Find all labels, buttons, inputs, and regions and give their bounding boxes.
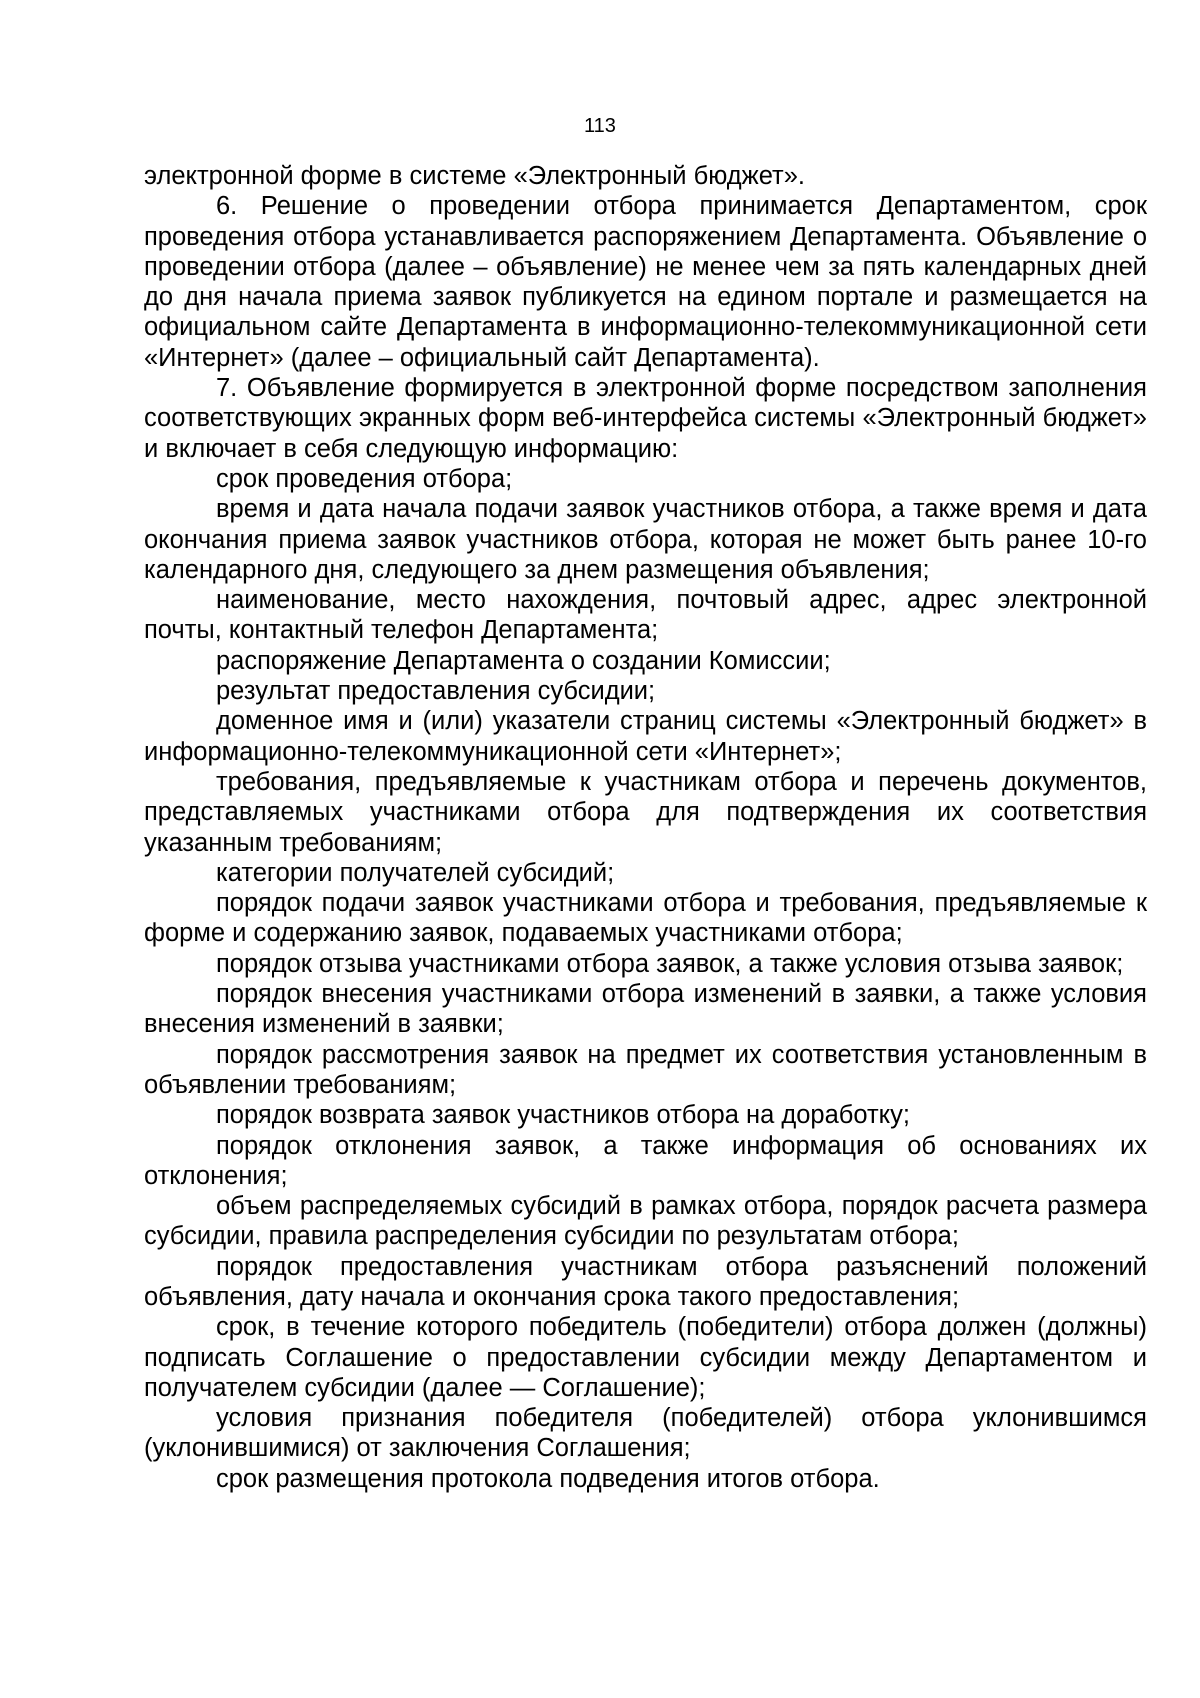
list-item: порядок отклонения заявок, а также информация об основаниях их отклонения; xyxy=(144,1131,1147,1190)
list-item: срок, в течение которого победитель (победители) отбора должен (должны) подписать Соглашение о предоставлении субсидии между Департаментом и получателем субсидии (далее — Соглашение); xyxy=(144,1313,1147,1402)
list-item: требования, предъявляемые к участникам отбора и перечень документов, представляемых участниками отбора для подтверждения их соответствия указанным требованиям; xyxy=(144,767,1147,857)
list-item: порядок отзыва участниками отбора заявок, а также условия отзыва заявок; xyxy=(216,949,1124,978)
paragraph-item-7: 7. Объявление формируется в электронной форме посредством заполнения соответствующих экранных форм веб-интерфейса системы «Электронный бюджет» и включает в себя следующую информацию: xyxy=(144,374,1147,463)
list-item: условия признания победителя (победителей) отбора уклонившимся (уклонившимися) от заключения Соглашения; xyxy=(144,1404,1147,1463)
list-item: порядок рассмотрения заявок на предмет их соответствия установленным в объявлении требованиям; xyxy=(144,1040,1147,1099)
list-item: время и дата начала подачи заявок участников отбора, а также время и дата окончания приема заявок участников отбора, которая не может быть ранее 10-го календарного дня, следующего за днем размещения объявления; xyxy=(144,495,1147,584)
list-item: доменное имя и (или) указатели страниц системы «Электронный бюджет» в информационно-телекоммуникационной сети «Интернет»; xyxy=(144,707,1147,766)
document-body xyxy=(144,161,1147,1494)
list-item: результат предоставления субсидии; xyxy=(216,677,656,706)
list-item: объем распределяемых субсидий в рамках отбора, порядок расчета размера субсидии, правила распределения субсидии по результатам отбора; xyxy=(144,1192,1147,1251)
list-item: распоряжение Департамента о создании Комиссии; xyxy=(216,646,831,675)
list-item: срок размещения протокола подведения итогов отбора. xyxy=(216,1464,880,1493)
page-number: 113 xyxy=(584,115,616,137)
list-item: наименование, место нахождения, почтовый адрес, адрес электронной почты, контактный телефон Департамента; xyxy=(144,586,1147,645)
list-item: порядок возврата заявок участников отбора на доработку; xyxy=(216,1101,910,1130)
list-item: категории получателей субсидий; xyxy=(216,858,615,887)
list-item: срок проведения отбора; xyxy=(216,464,513,493)
paragraph-item-6: 6. Решение о проведении отбора принимается Департаментом, срок проведения отбора устанавливается распоряжением Департамента. Объявление о проведении отбора (далее – объявление) не менее чем за пять календарных дней до дня начала приема заявок публикуется на едином портале и размещается на официальном сайте Департамента в информационно-телекоммуникационной сети «Интернет» (далее – официальный сайт Департамента). xyxy=(144,192,1147,372)
list-item: порядок внесения участниками отбора изменений в заявки, а также условия внесения изменений в заявки; xyxy=(144,980,1147,1039)
list-item: порядок подачи заявок участниками отбора и требования, предъявляемые к форме и содержанию заявок, подаваемых участниками отбора; xyxy=(144,889,1147,948)
list-item: порядок предоставления участникам отбора разъяснений положений объявления, дату начала и окончания срока такого предоставления; xyxy=(144,1252,1147,1311)
paragraph-continuation: электронной форме в системе «Электронный бюджет». xyxy=(144,162,805,190)
